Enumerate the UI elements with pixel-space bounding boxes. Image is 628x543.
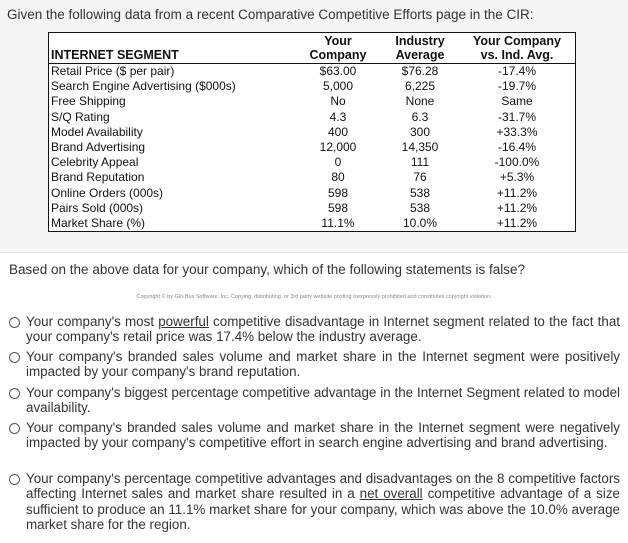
row-label: Retail Price ($ per pair): [51, 64, 175, 78]
header-your-company: [303, 34, 373, 62]
radio-button[interactable]: [9, 423, 20, 434]
answer-option-text: [26, 471, 620, 532]
row-label: Market Share (%): [51, 215, 146, 230]
row-company-value: 598: [327, 200, 349, 215]
table-row: [49, 216, 575, 231]
table-row: [49, 64, 575, 79]
question-text: Based on the above data for your company, which of the following statements is false?: [9, 262, 526, 277]
row-diff-value: -19.7%: [497, 79, 537, 94]
row-diff-value: +11.2%: [496, 215, 538, 230]
header-vs-industry-line1: Your Company: [473, 34, 561, 48]
radio-button[interactable]: [9, 352, 20, 363]
row-industry-value: 538: [409, 185, 431, 200]
intro-text: Given the following data from a recent Comparative Competitive Efforts page in the CIR:: [7, 7, 534, 22]
option-text-part: competitive disadvantage in Internet segment related to the fact that your company's retail price was 17.4% below the industry average.: [26, 314, 620, 345]
answer-option-text: [26, 420, 620, 451]
row-industry-value: 111: [410, 155, 430, 170]
row-diff-value: +5.3%: [499, 170, 535, 185]
row-industry-value: 14,350: [401, 139, 439, 154]
row-company-value: 0: [334, 155, 342, 170]
table-row: [49, 79, 575, 94]
header-industry-average-line2: Average: [395, 48, 445, 62]
option-underlined-text: net overall: [359, 486, 423, 502]
radio-button[interactable]: [9, 388, 20, 399]
row-diff-value: Same: [501, 94, 533, 109]
row-label: Online Orders (000s): [51, 185, 164, 200]
row-industry-value: 76: [413, 170, 427, 185]
row-diff-value: -17.4%: [497, 64, 537, 78]
row-label: Free Shipping: [51, 94, 126, 109]
row-company-value: 400: [327, 124, 349, 139]
row-diff-value: +33.3%: [496, 124, 538, 139]
option-text-part: Your company's most: [26, 314, 159, 329]
option-text-part: Your company's percentage competitive advantages and disadvantages on the 8 competitive factors affecting Internet sales and market share resulted in a: [26, 471, 620, 502]
header-segment: INTERNET SEGMENT: [51, 48, 179, 62]
row-industry-value: 6,225: [404, 79, 436, 94]
row-diff-value: +11.2%: [496, 200, 538, 215]
row-industry-value: $76.28: [401, 64, 439, 78]
row-label: Celebrity Appeal: [51, 155, 139, 170]
row-diff-value: +11.2%: [496, 185, 538, 200]
row-diff-value: -100.0%: [494, 155, 540, 170]
row-company-value: 598: [327, 185, 349, 200]
header-industry-average: [389, 34, 451, 62]
answer-option-text: [26, 349, 620, 380]
header-industry-average-line1: Industry: [395, 34, 445, 48]
row-label: S/Q Rating: [51, 109, 110, 124]
row-company-value: $63.00: [319, 64, 357, 78]
row-company-value: 12,000: [319, 139, 357, 154]
section-divider: [0, 252, 628, 253]
table-body: [49, 64, 575, 231]
option-underlined-text: powerful: [158, 314, 209, 329]
copyright-notice: Copyright © by Glo-Bus Software, Inc. Copying, distributing, or 3rd party website posting isexpressly prohibited and constitutes copyright violation.: [136, 294, 492, 300]
table-row: [49, 110, 575, 125]
option-text-part: competitive advantage of a size sufficient to produce an 11.1% market share for your company, which was above the 10.0% average market share for the region.: [26, 486, 620, 532]
table-row: [49, 186, 575, 201]
header-vs-industry: [467, 34, 567, 62]
row-label: Pairs Sold (000s): [51, 200, 144, 215]
radio-button[interactable]: [9, 474, 20, 485]
radio-button[interactable]: [9, 317, 20, 328]
row-label: Search Engine Advertising ($000s): [51, 79, 236, 94]
row-company-value: 4.3: [329, 109, 347, 124]
row-diff-value: -16.4%: [497, 139, 537, 154]
row-industry-value: 300: [409, 124, 431, 139]
row-company-value: 80: [331, 170, 345, 185]
header-your-company-line1: Your: [324, 34, 352, 48]
comparative-efforts-table: [48, 32, 576, 232]
option-text-part: Your company's branded sales volume and market share in the Internet segment were positively impacted by your company's brand reputation.: [26, 349, 620, 380]
data-section: [0, 0, 628, 252]
row-company-value: 11.1%: [321, 215, 355, 230]
row-label: Model Availability: [51, 124, 143, 139]
table-row: [49, 94, 575, 109]
table-row: [49, 170, 575, 185]
row-label: Brand Reputation: [51, 170, 145, 185]
table-row: [49, 140, 575, 155]
option-text-part: Your company's branded sales volume and market share in the Internet segment were negatively impacted by your company's competitive effort in search engine advertising and brand advertising.: [26, 420, 620, 451]
row-label: Brand Advertising: [51, 139, 146, 154]
row-industry-value: 538: [409, 200, 431, 215]
table-row: [49, 125, 575, 140]
row-diff-value: -31.7%: [497, 109, 537, 124]
table-row: [49, 155, 575, 170]
answer-option-text: [26, 314, 620, 345]
row-industry-value: 6.3: [411, 109, 429, 124]
row-company-value: 5,000: [322, 79, 354, 94]
header-vs-industry-line2: vs. Ind. Avg.: [480, 48, 554, 62]
option-text-part: Your company's biggest percentage competitive advantage in the Internet Segment related to model availability.: [26, 385, 620, 416]
answer-option-text: [26, 385, 620, 416]
table-row: [49, 201, 575, 216]
row-industry-value: None: [405, 94, 435, 109]
row-company-value: No: [330, 94, 346, 109]
header-your-company-line2: Company: [309, 48, 367, 62]
row-industry-value: 10.0%: [402, 215, 438, 230]
